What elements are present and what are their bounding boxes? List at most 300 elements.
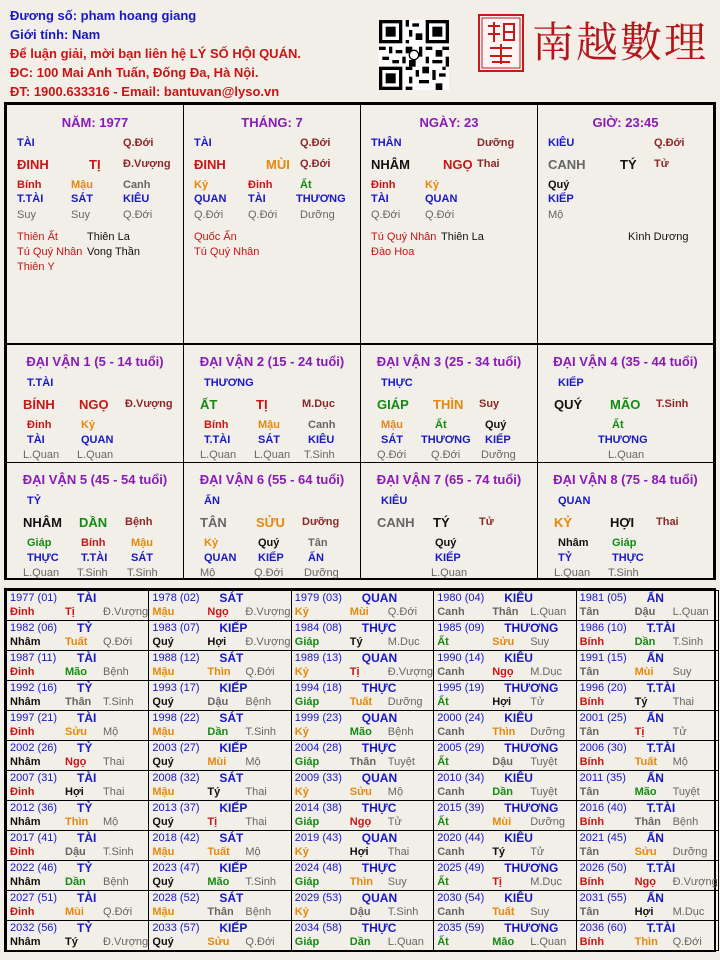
year-stem: Nhâm <box>10 816 41 828</box>
year-label: 1999 (23) <box>294 712 342 724</box>
year-label: 1984 (08) <box>294 622 342 634</box>
year-status: Thai <box>672 696 694 708</box>
year-status: Thai <box>245 786 267 798</box>
pillar-star-left: Tú Quý Nhân <box>194 246 260 258</box>
year-branch: Ngọ <box>65 756 87 768</box>
year-cell <box>291 920 434 951</box>
year-label: 1987 (11) <box>10 652 57 664</box>
year-cell <box>433 770 576 801</box>
year-stem: Giáp <box>294 756 320 768</box>
dai-van-hidden-god: T.TÀI <box>81 552 108 564</box>
year-label: 1986 (10) <box>579 622 627 634</box>
year-stem: Đinh <box>10 666 35 678</box>
dai-van-ten-god: T.TÀI <box>27 377 54 389</box>
year-label: 2033 (57) <box>152 922 200 934</box>
dai-van-hidden-stem: Quý <box>485 419 507 431</box>
year-branch: Dậu <box>349 906 371 918</box>
pillar-hidden-state: Dưỡng <box>300 209 335 221</box>
year-status: Q.Đới <box>672 936 702 948</box>
year-ten-god: THƯƠNG <box>504 741 559 755</box>
dai-van-title: ĐẠI VẬN 4 (35 - 44 tuổi) <box>553 354 698 369</box>
year-status: T.Sinh <box>387 906 419 918</box>
dai-van-title: ĐẠI VẬN 2 (15 - 24 tuổi) <box>199 354 345 369</box>
year-ten-god: KIÊU <box>504 591 533 605</box>
dai-van-hidden-stem: Mậu <box>258 419 280 431</box>
pillar-hidden-god: TÀI <box>248 193 266 205</box>
year-ten-god: T.TÀI <box>646 861 676 875</box>
year-cell <box>148 800 291 831</box>
year-label: 2017 (41) <box>10 832 58 844</box>
year-status: L.Quan <box>530 606 567 618</box>
year-branch: Sửu <box>207 936 230 948</box>
pillar-cell <box>183 104 361 344</box>
year-stem: Tân <box>579 726 600 738</box>
dai-van-hidden-god: KIÊU <box>308 434 335 446</box>
year-cell <box>148 740 291 771</box>
year-branch: Tý <box>207 786 221 798</box>
dai-van-hidden-god: THỰC <box>27 552 59 564</box>
dai-van-hidden-god: KIẾP <box>435 552 461 564</box>
pillar-star-left: Quốc Ấn <box>194 231 237 243</box>
dai-van-cell <box>360 344 538 463</box>
dai-van-title: ĐẠI VẬN 1 (5 - 14 tuổi) <box>26 354 164 369</box>
pillar-earthly-branch: TỊ <box>89 157 101 172</box>
year-label: 2018 (42) <box>152 832 200 844</box>
dai-van-hidden-god: QUAN <box>81 434 114 446</box>
dai-van-hidden-state: L.Quan <box>200 449 237 461</box>
year-stem: Ất <box>437 756 449 768</box>
year-branch: Hợi <box>349 846 369 858</box>
dai-van-hidden-state: L.Quan <box>77 449 114 461</box>
pillar-hidden-stem: Canh <box>123 179 151 191</box>
pillar-star-right: Kình Dương <box>628 231 689 243</box>
year-label: 2031 (55) <box>579 892 627 904</box>
year-stem: Tân <box>579 606 600 618</box>
dai-van-hidden-state: L.Quan <box>23 567 60 579</box>
year-branch: Hợi <box>65 786 84 798</box>
year-branch: Tý <box>634 696 648 708</box>
year-ten-god: KIÊU <box>504 891 533 905</box>
year-label: 2010 (34) <box>437 772 485 784</box>
year-label: 1995 (19) <box>437 682 485 694</box>
year-cell <box>433 830 576 861</box>
year-cell <box>6 830 149 861</box>
year-cell <box>6 680 149 711</box>
year-cell <box>6 890 149 921</box>
year-status: Tuyệt <box>387 756 415 768</box>
year-branch: Tị <box>349 666 360 678</box>
year-ten-god: ẤN <box>646 591 664 605</box>
year-branch: Mùi <box>634 666 654 678</box>
year-stem: Quý <box>152 876 174 888</box>
pillar-star-left: Đào Hoa <box>371 246 415 258</box>
pillar-star-right: Vong Thần <box>87 246 141 258</box>
dai-van-stem: QUÝ <box>554 397 583 412</box>
pillar-earthly-branch: NGỌ <box>443 157 473 172</box>
dai-van-branch: SỬU <box>256 515 285 530</box>
year-branch: Sửu <box>349 786 372 798</box>
dai-van-hidden-stem: Giáp <box>27 537 52 549</box>
pillar-heavenly-stem: ĐINH <box>194 157 226 172</box>
dai-van-hidden-state: Mộ <box>200 567 216 579</box>
dai-van-hidden-stem: Bính <box>81 537 106 549</box>
year-stem: Mậu <box>152 726 175 738</box>
dai-van-hidden-state: L.Quan <box>431 567 468 579</box>
dai-van-status: Tử <box>479 516 494 528</box>
dai-van-branch: HỢI <box>610 515 635 530</box>
pillar-top-status: Dưỡng <box>477 137 515 149</box>
year-stem: Canh <box>437 666 465 678</box>
year-status: L.Quan <box>672 606 709 618</box>
dai-van-hidden-god: THƯƠNG <box>421 434 471 446</box>
year-status: Suy <box>530 636 550 648</box>
dai-van-branch: NGỌ <box>79 397 109 412</box>
year-ten-god: QUAN <box>361 711 398 725</box>
gioi-tinh-value: Nam <box>71 27 101 42</box>
year-ten-god: KIẾP <box>219 621 248 635</box>
year-stem: Kỷ <box>294 786 309 798</box>
year-label: 1998 (22) <box>152 712 200 724</box>
year-status: Q.Đới <box>103 906 133 918</box>
pillar-heavenly-stem: ĐINH <box>17 157 49 172</box>
year-ten-god: ẤN <box>646 771 664 785</box>
duong-so-label: Đương số: <box>10 8 78 23</box>
year-status: Thai <box>103 756 125 768</box>
year-stem: Kỷ <box>294 726 309 738</box>
year-cell <box>6 920 149 951</box>
year-ten-god: T.TÀI <box>646 681 676 695</box>
year-cell <box>576 710 719 741</box>
year-ten-god: THỰC <box>361 741 397 755</box>
pillar-hidden-state: Q.Đới <box>248 209 278 221</box>
year-status: Mộ <box>103 726 119 738</box>
year-branch: Mão <box>349 726 372 738</box>
year-ten-god: TỶ <box>77 801 93 815</box>
dai-van-status: Dưỡng <box>302 516 340 528</box>
pillar-top-status: Q.Đới <box>123 137 154 149</box>
year-stem: Nhâm <box>10 936 41 948</box>
year-stem: Kỷ <box>294 666 309 678</box>
year-ten-god: TÀI <box>77 831 97 845</box>
year-cell <box>148 620 291 651</box>
dai-van-cell <box>183 344 361 463</box>
logo-text: 南越數理 <box>532 18 709 67</box>
dai-van-title: ĐẠI VẬN 3 (25 - 34 tuổi) <box>376 354 522 369</box>
dai-van-hidden-state: Q.Đới <box>377 449 407 461</box>
year-status: Mộ <box>245 846 261 858</box>
year-stem: Giáp <box>294 636 320 648</box>
pillar-hidden-stem: Kỷ <box>194 179 209 191</box>
year-label: 2032 (56) <box>10 922 58 934</box>
year-cell <box>6 770 149 801</box>
year-status: Tuyệt <box>530 786 558 798</box>
year-label: 2036 (60) <box>579 922 627 934</box>
year-stem: Ất <box>437 876 449 888</box>
year-stem: Bính <box>579 936 605 948</box>
dai-van-cell <box>6 344 184 463</box>
year-cell <box>148 710 291 741</box>
dai-van-branch: DẦN <box>79 515 108 530</box>
dai-van-title: ĐẠI VẬN 7 (65 - 74 tuổi) <box>376 472 522 487</box>
year-status: Mộ <box>103 816 119 828</box>
dai-van-stem: BÍNH <box>23 397 55 412</box>
dai-van-stem: CANH <box>377 515 415 530</box>
year-status: T.Sinh <box>245 876 276 888</box>
year-branch: Dậu <box>65 846 86 858</box>
year-stem: Nhâm <box>10 696 41 708</box>
year-stem: Mậu <box>152 846 175 858</box>
year-label: 2034 (58) <box>294 922 342 934</box>
year-stem: Bính <box>579 816 605 828</box>
year-ten-god: T.TÀI <box>646 921 676 935</box>
year-branch: Dần <box>492 786 513 798</box>
dai-van-hidden-stem: Đinh <box>27 419 52 431</box>
year-cell <box>576 620 719 651</box>
pillar-branch-status: Thai <box>477 158 500 170</box>
year-label: 2000 (24) <box>437 712 485 724</box>
year-label: 2023 (47) <box>152 862 200 874</box>
year-status: Q.Đới <box>387 606 418 618</box>
year-status: Thai <box>245 816 267 828</box>
year-ten-god: THỰC <box>361 801 397 815</box>
dai-van-hidden-stem: Bính <box>204 419 229 431</box>
pillar-hidden-god: TÀI <box>371 193 389 205</box>
year-status: Tuyệt <box>530 756 558 768</box>
year-ten-god: TỶ <box>77 681 93 695</box>
year-cell <box>291 740 434 771</box>
dai-van-hidden-god: KIẾP <box>485 434 511 446</box>
year-ten-god: SÁT <box>219 771 244 785</box>
year-ten-god: KIẾP <box>219 921 248 935</box>
year-label: 2003 (27) <box>152 742 200 754</box>
dai-van-hidden-state: Q.Đới <box>431 449 461 461</box>
year-stem: Kỷ <box>294 846 309 858</box>
year-label: 1979 (03) <box>294 592 342 604</box>
pillar-hidden-stem: Quý <box>548 179 570 191</box>
year-ten-god: T.TÀI <box>646 621 676 635</box>
year-ten-god: TÀI <box>77 651 97 665</box>
year-status: Thai <box>387 846 410 858</box>
year-status: Q.Đới <box>245 666 275 678</box>
year-ten-god: THƯƠNG <box>504 621 559 635</box>
year-cell <box>576 830 719 861</box>
year-branch: Dần <box>634 636 656 648</box>
year-ten-god: KIẾP <box>219 681 248 695</box>
dai-van-stem: GIÁP <box>377 397 409 412</box>
year-status: Dưỡng <box>530 726 565 738</box>
dai-van-hidden-stem: Ất <box>435 419 447 431</box>
dai-van-hidden-stem: Kỷ <box>204 537 219 549</box>
year-cell <box>6 620 149 651</box>
year-cell <box>6 650 149 681</box>
year-ten-god: SÁT <box>219 831 244 845</box>
pillar-ten-god: THÂN <box>371 137 402 149</box>
year-stem: Canh <box>437 606 465 618</box>
year-cell <box>576 860 719 891</box>
year-stem: Tân <box>579 906 600 918</box>
year-stem: Mậu <box>152 666 175 678</box>
year-label: 2030 (54) <box>437 892 485 904</box>
year-branch: Mão <box>65 666 87 678</box>
year-status: Mộ <box>672 756 688 768</box>
pillar-hidden-god: SÁT <box>71 193 93 205</box>
header-gioi-tinh <box>10 27 390 46</box>
pillar-hidden-stem: Đinh <box>371 179 396 191</box>
dai-van-hidden-state: L.Quan <box>608 449 645 461</box>
dai-van-hidden-state: T.Sinh <box>127 567 158 579</box>
year-branch: Ngọ <box>207 606 229 618</box>
year-ten-god: SÁT <box>219 891 244 905</box>
year-cell <box>291 890 434 921</box>
year-status: M.Dục <box>672 906 705 918</box>
year-branch: Dần <box>349 936 371 948</box>
dai-van-ten-god: QUAN <box>558 495 591 507</box>
pillar-branch-status: Đ.Vượng <box>123 158 171 170</box>
year-label: 2007 (31) <box>10 772 58 784</box>
year-status: Mộ <box>245 756 261 768</box>
year-branch: Tị <box>492 876 502 888</box>
year-label: 2012 (36) <box>10 802 58 814</box>
pillar-heavenly-stem: CANH <box>548 157 586 172</box>
year-label: 1985 (09) <box>437 622 485 634</box>
year-ten-god: SÁT <box>219 651 244 665</box>
dai-van-hidden-state: L.Quan <box>554 567 591 579</box>
dai-van-title: ĐẠI VẬN 5 (45 - 54 tuổi) <box>22 472 168 487</box>
year-label: 2015 (39) <box>437 802 485 814</box>
pillar-hidden-god: T.TÀI <box>17 193 44 205</box>
year-branch: Thân <box>349 756 377 768</box>
pillar-hidden-god: KIÊU <box>123 193 150 205</box>
year-branch: Tị <box>207 816 218 828</box>
year-cell <box>291 620 434 651</box>
year-label: 2013 (37) <box>152 802 200 814</box>
year-status: Q.Đới <box>103 636 133 648</box>
year-stem: Canh <box>437 906 465 918</box>
year-stem: Giáp <box>294 696 320 708</box>
year-cell <box>576 800 719 831</box>
year-branch: Tuất <box>634 756 657 768</box>
dai-van-title: ĐẠI VẬN 6 (55 - 64 tuổi) <box>199 472 345 487</box>
year-label: 1997 (21) <box>10 712 58 724</box>
dai-van-stem: KỶ <box>554 515 573 530</box>
year-branch: Mùi <box>349 606 369 618</box>
dai-van-hidden-state: Q.Đới <box>254 567 284 579</box>
year-stem: Kỷ <box>294 906 309 918</box>
year-ten-god: SÁT <box>219 591 244 605</box>
pillar-star-left: Thiên Ất <box>17 231 58 243</box>
pillar-hidden-state: Q.Đới <box>371 209 401 221</box>
dai-van-cell <box>537 344 714 463</box>
pillar-title: NGÀY: 23 <box>419 115 479 130</box>
year-ten-god: THỰC <box>361 681 397 695</box>
year-label: 2006 (30) <box>579 742 627 754</box>
year-label: 1977 (01) <box>10 592 58 604</box>
year-label: 1988 (12) <box>152 652 200 664</box>
year-status: Tử <box>530 846 545 858</box>
pillar-hidden-state: Q.Đới <box>194 209 224 221</box>
year-ten-god: THƯƠNG <box>504 681 559 695</box>
dai-van-branch: MÃO <box>610 397 641 412</box>
year-status: Đ.Vượng <box>245 606 291 618</box>
dai-van-hidden-stem: Tân <box>308 537 328 549</box>
year-label: 2004 (28) <box>294 742 342 754</box>
year-ten-god: TÀI <box>77 771 97 785</box>
year-stem: Tân <box>579 786 600 798</box>
year-label: 1993 (17) <box>152 682 200 694</box>
dai-van-ten-god: THỰC <box>381 377 413 389</box>
header <box>10 8 390 98</box>
year-ten-god: THƯƠNG <box>504 921 559 935</box>
year-ten-god: QUAN <box>361 891 398 905</box>
pillar-top-status: Q.Đới <box>654 137 685 149</box>
year-branch: Hợi <box>207 636 227 648</box>
year-ten-god: QUAN <box>361 831 398 845</box>
year-status: Dưỡng <box>672 846 708 858</box>
year-cell <box>433 860 576 891</box>
year-ten-god: THỰC <box>361 921 397 935</box>
year-stem: Quý <box>152 816 174 828</box>
dai-van-hidden-state: T.Sinh <box>77 567 108 579</box>
year-cell <box>148 590 291 621</box>
year-stem: Tân <box>579 846 600 858</box>
year-status: Bệnh <box>245 696 272 708</box>
year-label: 1980 (04) <box>437 592 485 604</box>
year-label: 1983 (07) <box>152 622 200 634</box>
year-branch: Tị <box>65 606 75 618</box>
year-cell <box>433 590 576 621</box>
dai-van-status: M.Dục <box>302 398 335 410</box>
pillar-ten-god: TÀI <box>194 137 212 149</box>
year-branch: Thìn <box>492 726 516 738</box>
pillar-cell <box>537 104 714 344</box>
year-label: 2016 (40) <box>579 802 627 814</box>
year-status: Đ.Vượng <box>103 606 149 618</box>
year-status: Đ.Vượng <box>245 636 291 648</box>
dai-van-ten-god: THƯƠNG <box>204 377 254 389</box>
year-branch: Sửu <box>65 726 88 738</box>
year-branch: Sửu <box>634 846 657 858</box>
dai-van-cell <box>6 462 184 580</box>
dai-van-status: Đ.Vượng <box>125 398 173 410</box>
year-status: Tử <box>530 696 545 708</box>
dai-van-ten-god: ẤN <box>204 495 220 507</box>
year-status: Dưỡng <box>530 816 565 828</box>
pillar-hidden-stem: Đinh <box>248 179 273 191</box>
contact-line-3: ĐT: 1900.633316 - Email: bantuvan@lyso.vn <box>10 84 280 99</box>
year-status: L.Quan <box>387 936 424 948</box>
dai-van-hidden-god: SÁT <box>131 552 153 564</box>
year-ten-god: KIÊU <box>504 771 533 785</box>
dai-van-branch: TÝ <box>433 515 450 530</box>
year-cell <box>6 800 149 831</box>
year-label: 1991 (15) <box>579 652 627 664</box>
dai-van-hidden-god: KIẾP <box>258 552 284 564</box>
year-label: 2019 (43) <box>294 832 342 844</box>
dai-van-hidden-state: T.Sinh <box>304 449 335 461</box>
pillar-star-left: Thiên Y <box>17 261 55 273</box>
year-cell <box>6 710 149 741</box>
year-status: Dưỡng <box>387 696 423 708</box>
year-ten-god: ẤN <box>646 651 664 665</box>
gioi-tinh-label: Giới tính: <box>10 27 69 42</box>
year-status: L.Quan <box>530 936 567 948</box>
year-branch: Dần <box>207 726 229 738</box>
year-stem: Kỷ <box>294 606 309 618</box>
year-cell <box>576 890 719 921</box>
year-branch: Dậu <box>634 606 656 618</box>
year-branch: Tý <box>349 636 363 648</box>
pillar-hidden-state: Q.Đới <box>425 209 455 221</box>
